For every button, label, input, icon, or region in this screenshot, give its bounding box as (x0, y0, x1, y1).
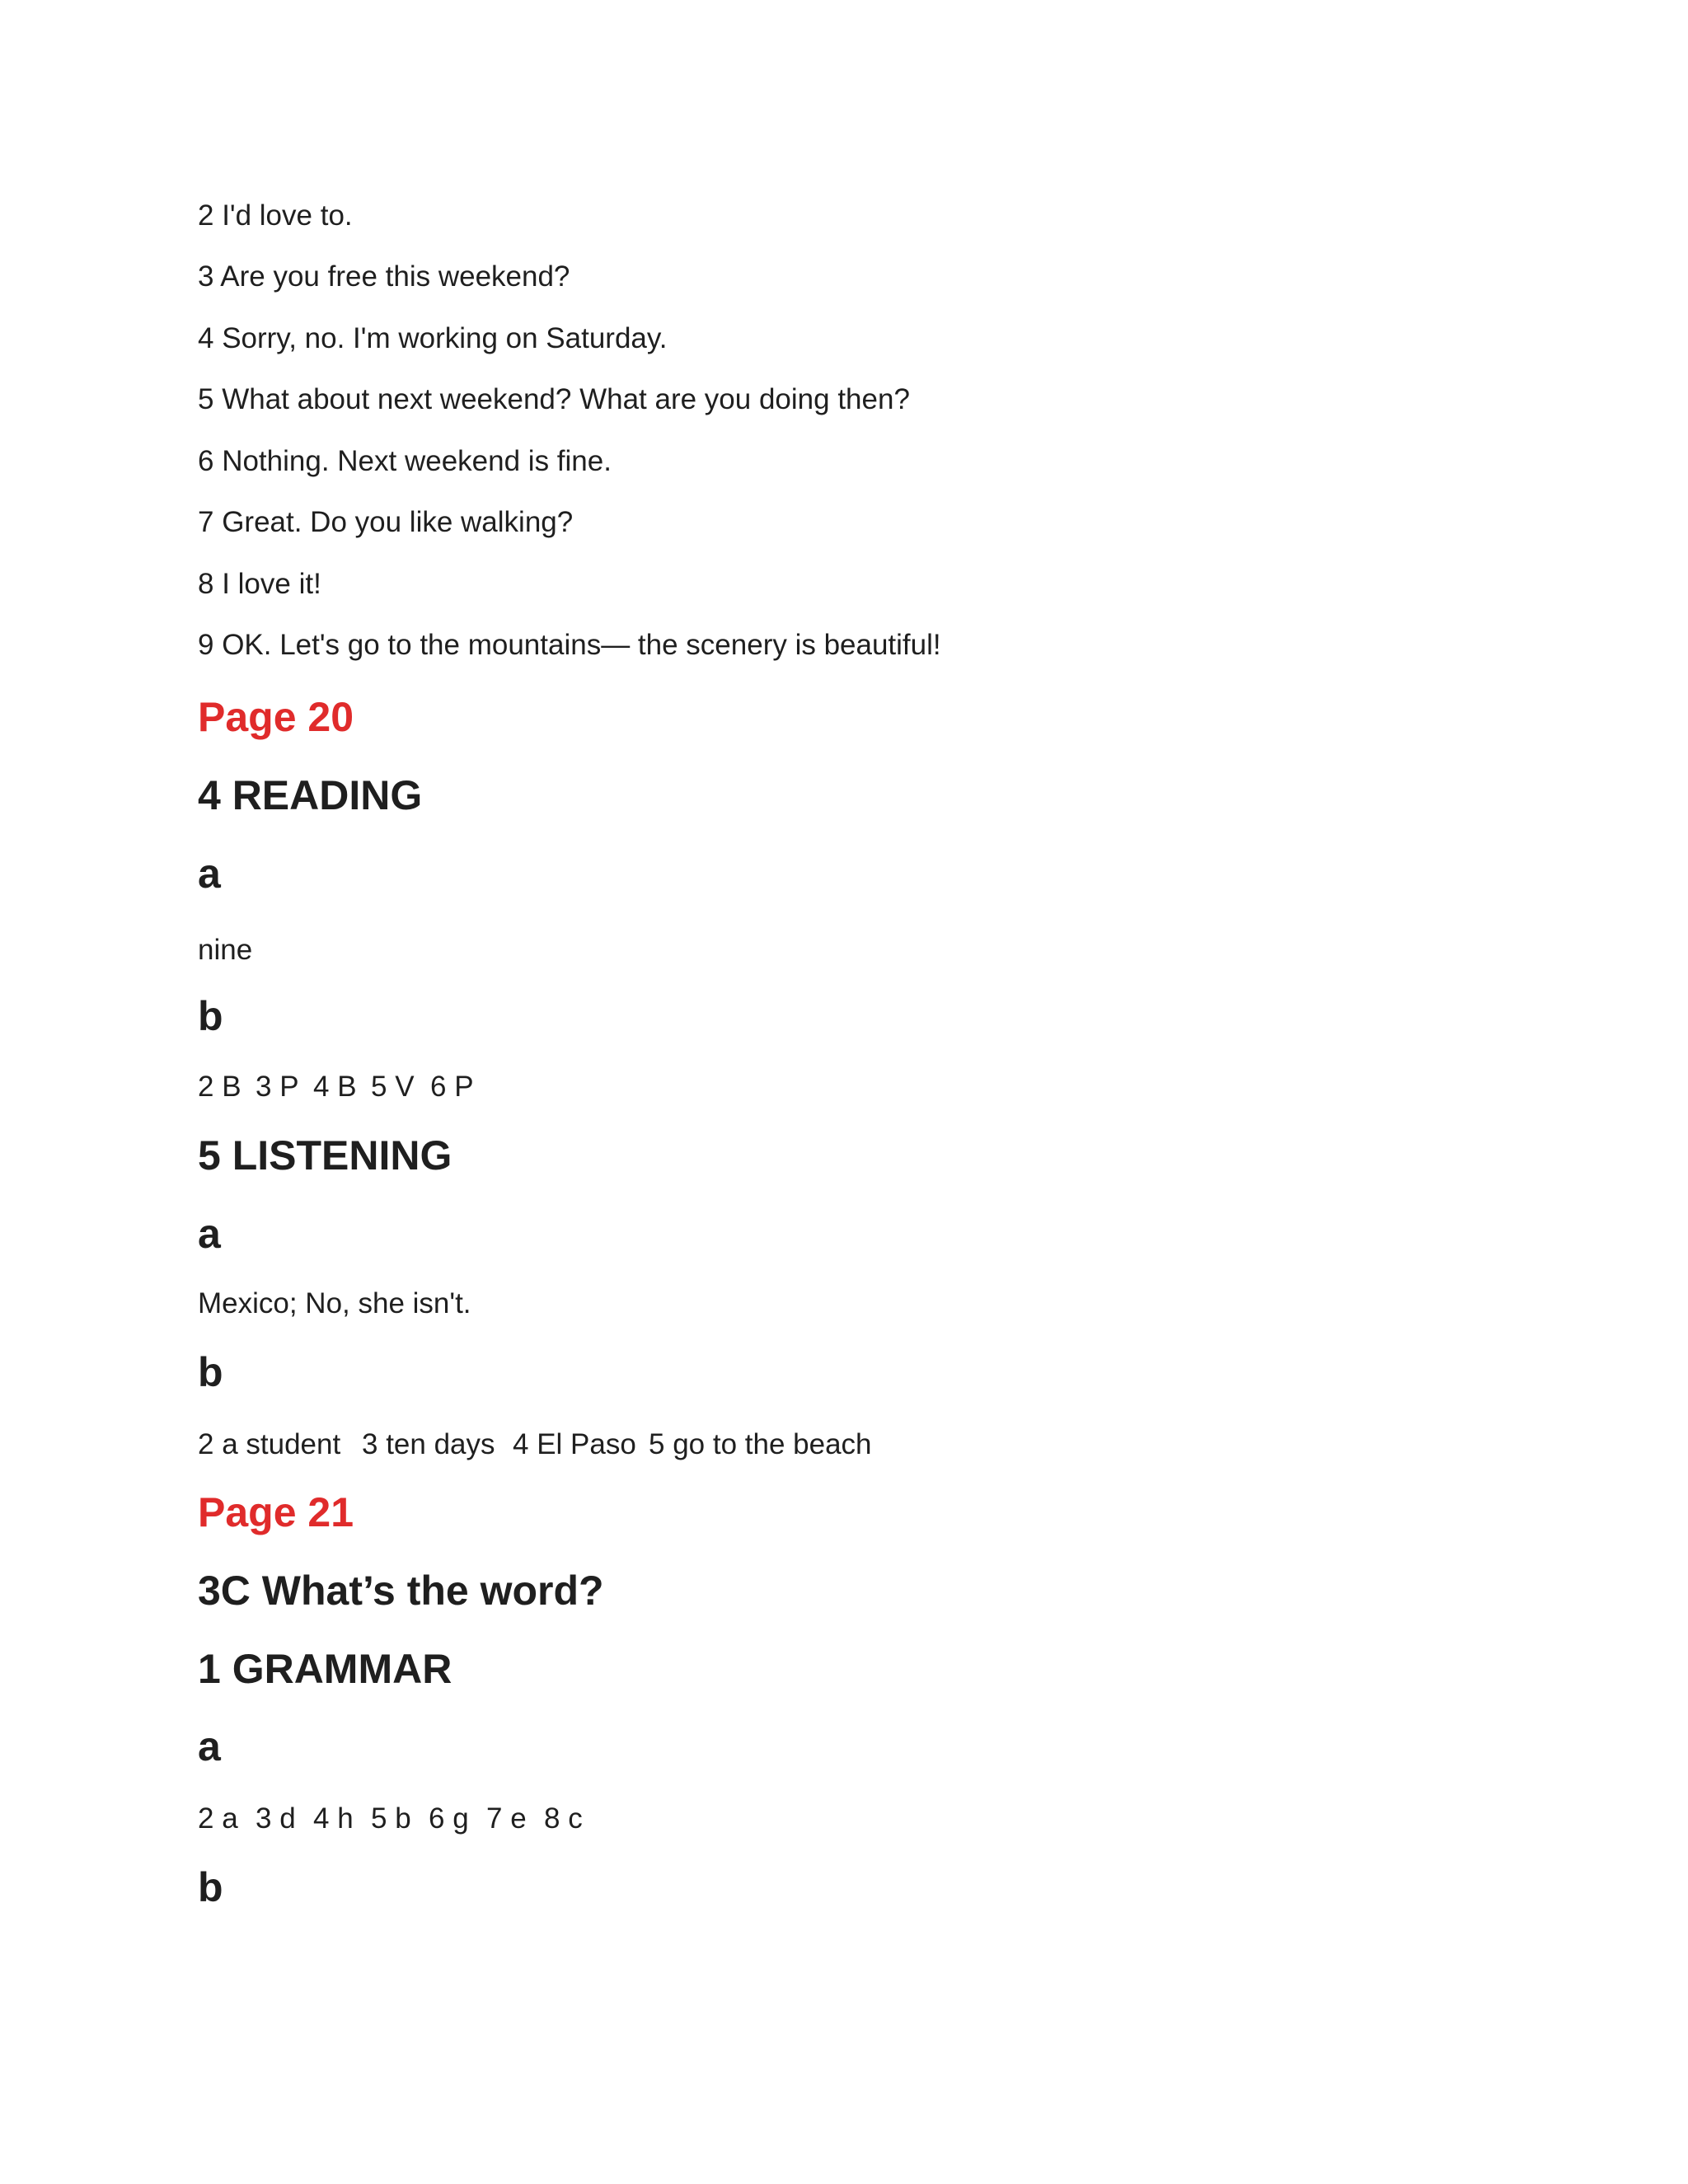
dialogue-line: 2 I'd love to. (198, 199, 353, 232)
answer-item: 2 B (198, 1071, 241, 1103)
section-title-listening: 5 LISTENING (198, 1132, 452, 1179)
answer-item: 3 ten days (362, 1428, 495, 1460)
dialogue-line: 3 Are you free this weekend? (198, 260, 570, 293)
answer-item: 2 a student (198, 1428, 341, 1460)
dialogue-line: 5 What about next weekend? What are you doing then? (198, 383, 910, 415)
answer-item: 3 P (256, 1071, 299, 1103)
dialogue-line: 4 Sorry, no. I'm working on Saturday. (198, 322, 668, 354)
answer-text: Mexico; No, she isn't. (198, 1287, 471, 1319)
answer-list (198, 1804, 583, 1833)
answer-item: 3 d (256, 1802, 296, 1835)
lesson-title: 3C What’s the word? (198, 1568, 604, 1614)
dialogue-line: 7 Great. Do you like walking? (198, 506, 574, 538)
subsection-label: a (198, 851, 221, 897)
subsection-label: a (198, 1211, 221, 1257)
answer-item: 6 g (429, 1802, 469, 1835)
subsection-label: b (198, 1864, 223, 1910)
answer-list (198, 1430, 872, 1459)
answer-item: 8 c (544, 1802, 583, 1835)
answer-item: 2 a (198, 1802, 238, 1835)
section-title-grammar: 1 GRAMMAR (198, 1646, 452, 1692)
answer-item: 5 go to the beach (649, 1428, 872, 1460)
dialogue-line: 6 Nothing. Next weekend is fine. (198, 445, 612, 477)
answer-text: nine (198, 934, 253, 966)
subsection-label: a (198, 1723, 221, 1769)
answer-item: 5 b (371, 1802, 411, 1835)
dialogue-line: 8 I love it! (198, 568, 321, 600)
page-heading: Page 20 (198, 694, 354, 740)
page-heading: Page 21 (198, 1489, 354, 1535)
answer-item: 4 h (313, 1802, 354, 1835)
subsection-label: b (198, 993, 223, 1039)
answer-item: 7 e (486, 1802, 527, 1835)
subsection-label: b (198, 1349, 223, 1395)
section-title-reading: 4 READING (198, 772, 423, 818)
answer-item: 4 El Paso (513, 1428, 636, 1460)
answer-item: 5 V (371, 1071, 415, 1103)
dialogue-line: 9 OK. Let's go to the mountains— the scenery is beautiful! (198, 629, 941, 661)
answer-list (198, 1072, 474, 1101)
answer-item: 4 B (313, 1071, 357, 1103)
answer-item: 6 P (430, 1071, 474, 1103)
